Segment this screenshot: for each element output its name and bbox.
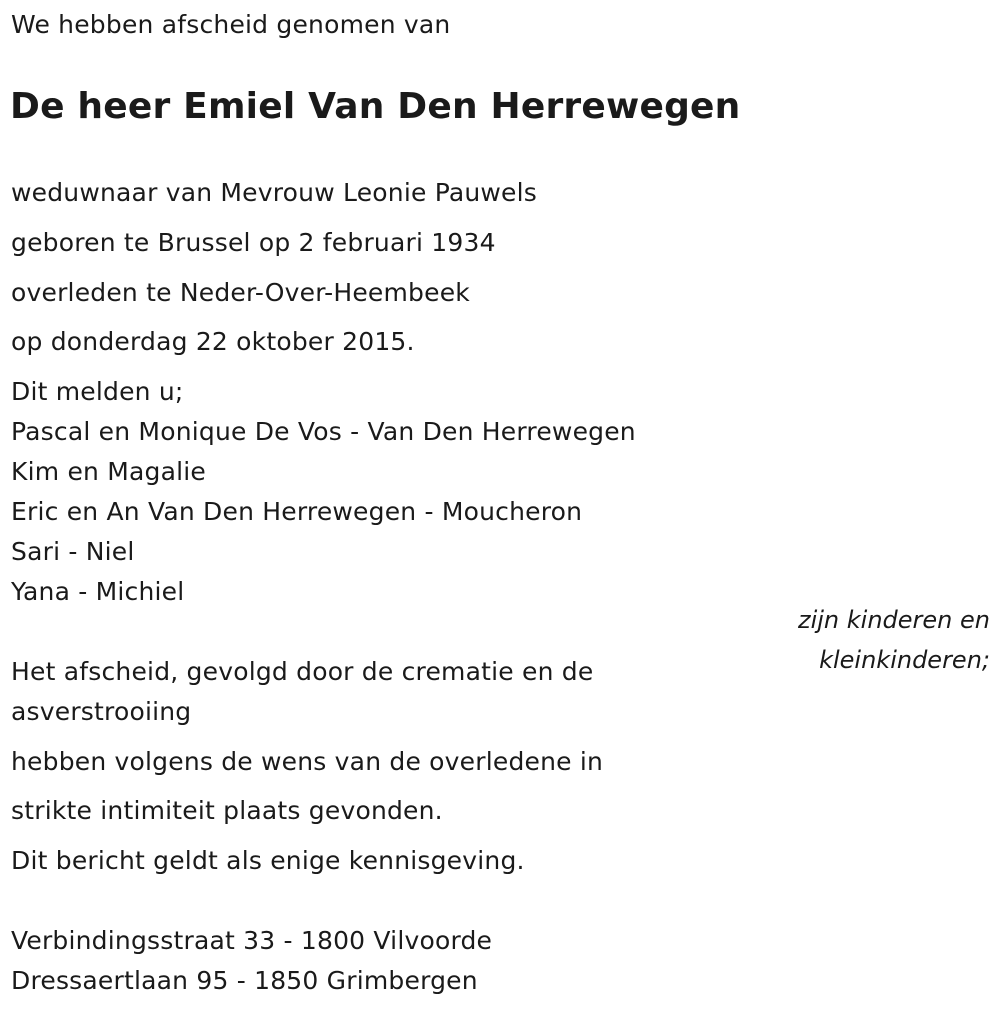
farewell-line: strikte intimiteit plaats gevonden. bbox=[11, 796, 443, 825]
detail-died-date: op donderdag 22 oktober 2015. bbox=[11, 327, 415, 356]
relation-label bbox=[730, 600, 990, 680]
farewell-line: Dit bericht geldt als enige kennisgeving. bbox=[11, 846, 525, 875]
announcer-line: Kim en Magalie bbox=[11, 457, 206, 486]
relation-line: zijn kinderen en bbox=[798, 606, 990, 634]
farewell-line: asverstrooiing bbox=[11, 697, 192, 726]
detail-born: geboren te Brussel op 2 februari 1934 bbox=[11, 228, 496, 257]
farewell-line: Het afscheid, gevolgd door de crematie en de bbox=[11, 657, 594, 686]
announcer-line: Eric en An Van Den Herrewegen - Moucheron bbox=[11, 497, 583, 526]
relation-line: kleinkinderen; bbox=[819, 646, 990, 674]
announcer-line: Pascal en Monique De Vos - Van Den Herrewegen bbox=[11, 417, 636, 446]
intro-text: We hebben afscheid genomen van bbox=[11, 10, 451, 39]
address-line: Dressaertlaan 95 - 1850 Grimbergen bbox=[11, 966, 478, 995]
detail-widower: weduwnaar van Mevrouw Leonie Pauwels bbox=[11, 178, 538, 207]
announcer-line: Sari - Niel bbox=[11, 537, 135, 566]
announcer-line: Yana - Michiel bbox=[11, 577, 185, 606]
address-line: Verbindingsstraat 33 - 1800 Vilvoorde bbox=[11, 926, 493, 955]
detail-died-place: overleden te Neder-Over-Heembeek bbox=[11, 278, 470, 307]
deceased-name: De heer Emiel Van Den Herrewegen bbox=[10, 86, 741, 127]
farewell-line: hebben volgens de wens van de overledene in bbox=[11, 747, 604, 776]
announcers-intro: Dit melden u; bbox=[11, 377, 184, 406]
